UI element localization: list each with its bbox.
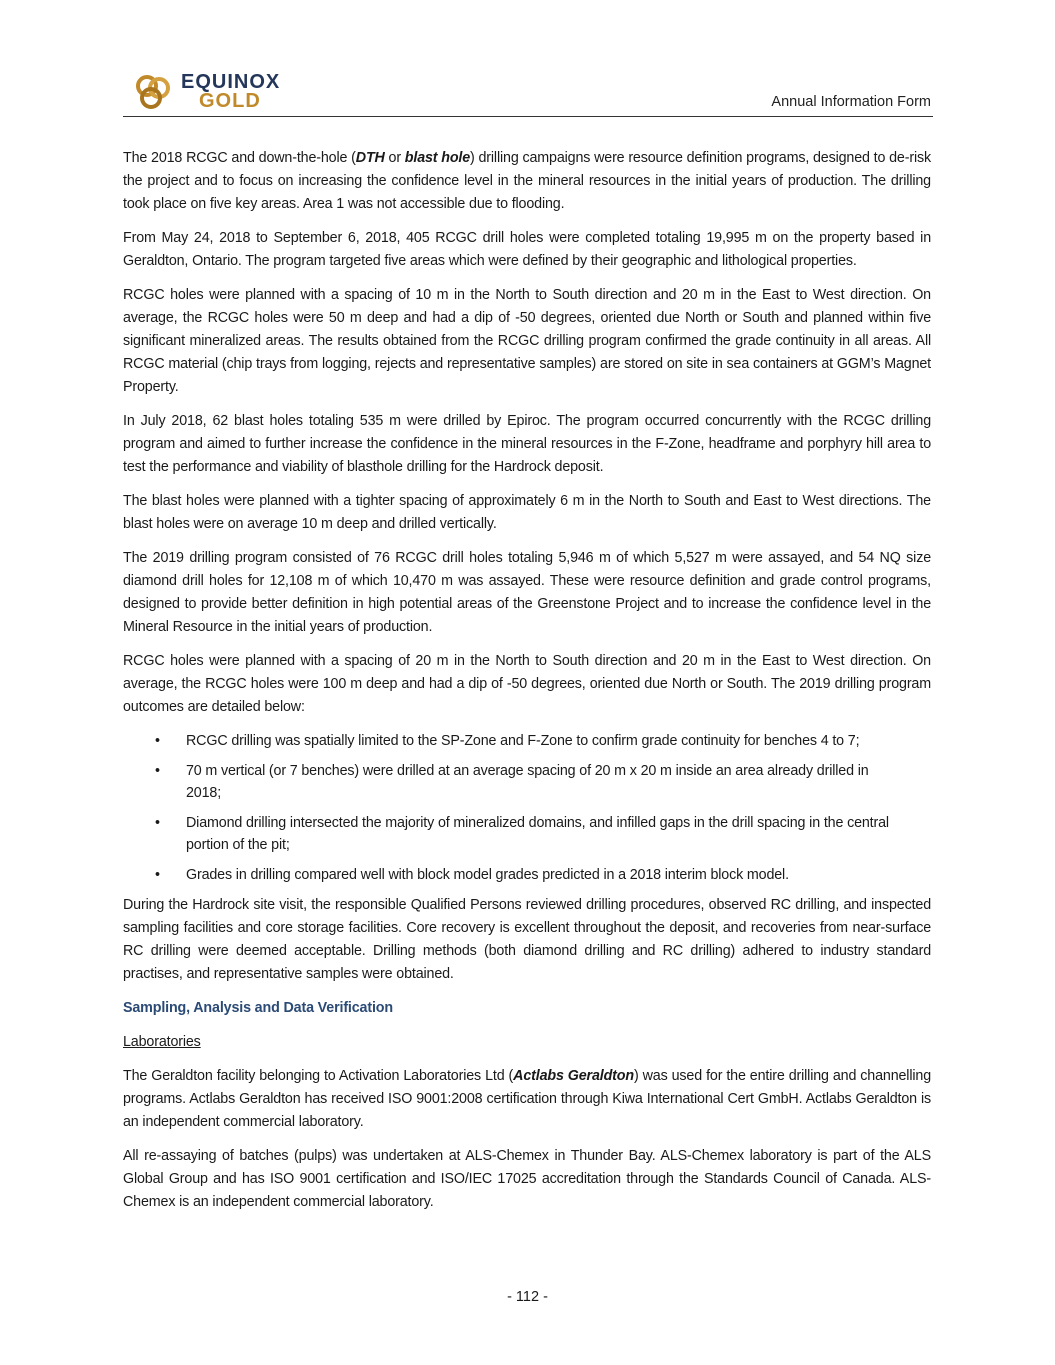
paragraph xyxy=(123,147,931,216)
paragraph: During the Hardrock site visit, the responsible Qualified Persons reviewed drilling procedures, observed RC drilling, and inspected sampling facilities and core storage facilities. Core recovery is excellent throughout the deposit, and recoveries from near-surface RC drilling were deemed acceptable. Drilling methods (both diamond drilling and RC drilling) adhered to industry standard practises, and representative samples were obtained. xyxy=(123,897,931,982)
section-heading: Sampling, Analysis and Data Verification xyxy=(123,1000,393,1016)
defined-term: blast hole xyxy=(404,150,471,166)
page-number: - 112 - xyxy=(507,1289,548,1305)
paragraph: From May 24, 2018 to September 6, 2018, 405 RCGC drill holes were completed totaling 19,995 m on the property based in Geraldton, Ontario. The program targeted five areas which were defined by their geographic and lithological properties. xyxy=(123,230,931,269)
paragraph: In July 2018, 62 blast holes totaling 535 m were drilled by Epiroc. The program occurred concurrently with the RCGC drilling program and aimed to further increase the confidence in the mineral resources in the F-Zone, headframe and porphyry hill area to test the performance and viability of blasthole drilling for the Hardrock deposit. xyxy=(123,413,931,475)
defined-term: DTH xyxy=(355,150,385,166)
list-item: • Diamond drilling intersected the majority of mineralized domains, and infilled gaps in the drill spacing in the central portion of the pit; xyxy=(123,812,931,856)
text: The Geraldton facility belonging to Activation Laboratories Ltd ( xyxy=(123,1068,514,1084)
bullet-list xyxy=(123,730,931,886)
text: The 2018 RCGC and down-the-hole ( xyxy=(123,150,356,166)
paragraph: The 2019 drilling program consisted of 76 RCGC drill holes totaling 5,946 m of which 5,527 m were assayed, and 54 NQ size diamond drill holes for 12,108 m of which 10,470 m was assayed. These were resource definition and grade control programs, designed to provide better definition in high potential areas of the Greenstone Project and to increase the confidence level in the Mineral Resource in the initial years of production. xyxy=(123,550,931,635)
defined-term: Actlabs Geraldton xyxy=(513,1068,634,1084)
subsection-heading: Laboratories xyxy=(123,1034,201,1050)
document-title: Annual Information Form xyxy=(771,94,931,110)
paragraph xyxy=(123,1065,931,1134)
logo-mark-icon xyxy=(133,72,173,112)
text: ) was used for the entire drilling and channelling programs. Actlabs Geraldton has received ISO 9001:2008 certification through Kiwa International Cert GmbH. Actlabs Geraldton is an independent commercial laboratory. xyxy=(123,1068,931,1130)
page-header xyxy=(123,70,933,117)
logo-text-gold: GOLD xyxy=(199,90,261,112)
paragraph: The blast holes were planned with a tighter spacing of approximately 6 m in the North to South and East to West directions. The blast holes were on average 10 m deep and drilled vertically. xyxy=(123,493,931,532)
logo-text-equinox: EQUINOX xyxy=(181,71,281,93)
page-body xyxy=(123,147,931,1225)
equinox-gold-logo xyxy=(133,72,280,112)
list-item: • RCGC drilling was spatially limited to the SP-Zone and F-Zone to confirm grade continuity for benches 4 to 7; xyxy=(123,730,931,752)
list-item: • Grades in drilling compared well with block model grades predicted in a 2018 interim block model. xyxy=(123,864,931,886)
paragraph: RCGC holes were planned with a spacing of 10 m in the North to South direction and 20 m in the East to West direction. On average, the RCGC holes were 50 m deep and had a dip of -50 degrees, oriented due North or South and planned within five significant mineralized areas. The results obtained from the RCGC drilling program confirmed the grade continuity in all areas. All RCGC material (chip trays from logging, rejects and representative samples) are stored on site in sea containers at GGM’s Magnet Property. xyxy=(123,287,931,395)
text: ) drilling campaigns were resource definition programs, designed to de-risk the project and to focus on increasing the confidence level in the mineral resources in the initial years of production. The drilling took place on five key areas. Area 1 was not accessible due to flooding. xyxy=(123,150,931,212)
paragraph: All re-assaying of batches (pulps) was undertaken at ALS-Chemex in Thunder Bay. ALS-Chemex laboratory is part of the ALS Global Group and has ISO 9001 certification and ISO/IEC 17025 accreditation through the Standards Council of Canada. ALS-Chemex is an independent commercial laboratory. xyxy=(123,1148,931,1210)
text: or xyxy=(384,150,405,166)
list-item: • 70 m vertical (or 7 benches) were drilled at an average spacing of 20 m x 20 m inside an area already drilled in 2018; xyxy=(123,760,931,804)
paragraph: RCGC holes were planned with a spacing of 20 m in the North to South direction and 20 m in the East to West direction. On average, the RCGC holes were 100 m deep and had a dip of -50 degrees, oriented due North or South. The 2019 drilling program outcomes are detailed below: xyxy=(123,653,931,715)
